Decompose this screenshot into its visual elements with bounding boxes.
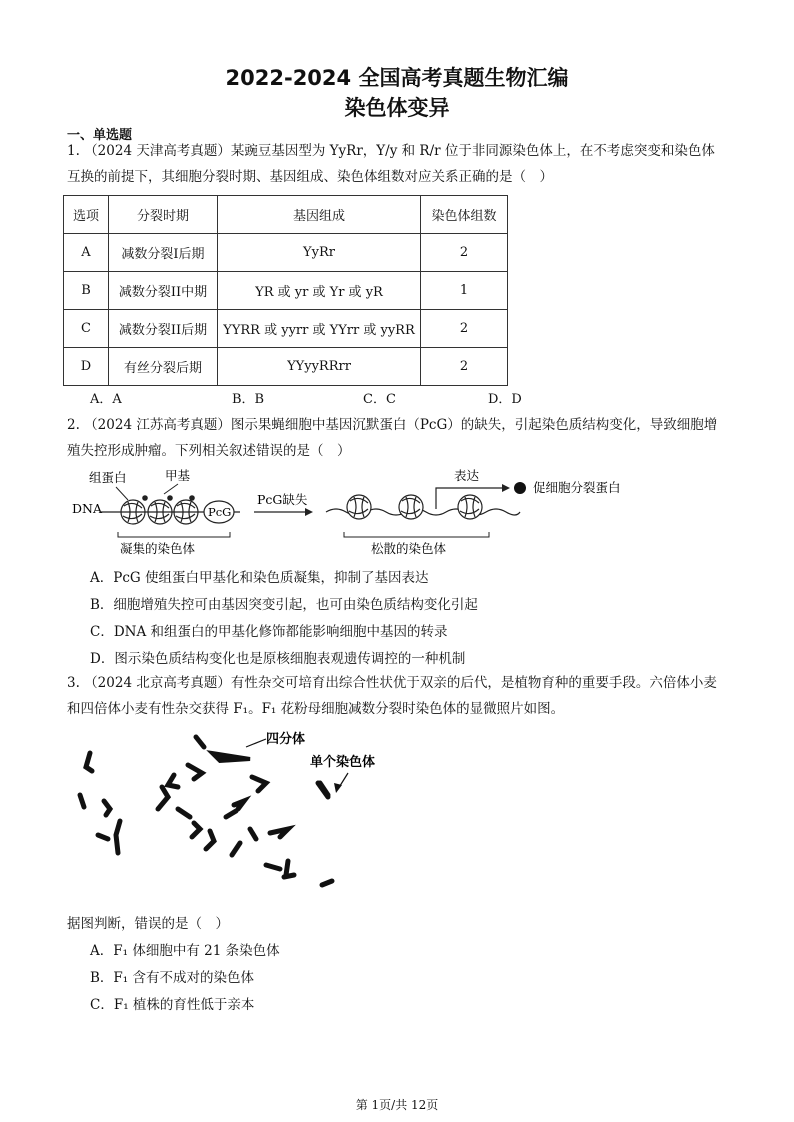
table-cell: YyRr xyxy=(218,234,421,272)
nucleosome-icon xyxy=(174,496,198,524)
table-cell: YYRR 或 yyrr 或 YYrr 或 yyRR xyxy=(218,310,421,348)
table-cell: B xyxy=(64,272,109,310)
nucleosome-icon xyxy=(121,496,147,524)
table-header: 染色体组数 xyxy=(421,196,508,234)
page-title: 2022-2024 全国高考真题生物汇编 xyxy=(225,66,569,90)
table-cell: 2 xyxy=(421,310,508,348)
page-subtitle: 染色体变异 xyxy=(344,96,450,120)
question-1-text: 1. （2024 天津高考真题）某豌豆基因型为 YyRr，Y/y 和 R/r 位于非同源染色体上，在不考虑突变和染色体互换的前提下，其细胞分裂时期、基因组成、染色体组数对应关系正确的是（ ） xyxy=(67,143,715,185)
table-header: 分裂时期 xyxy=(109,196,218,234)
table-row xyxy=(64,310,508,348)
table-cell: 2 xyxy=(421,348,508,386)
table-cell: YYyyRRrr xyxy=(218,348,421,386)
choice-a: A．A xyxy=(90,392,122,407)
protein-dot-icon xyxy=(514,482,526,494)
nucleosome-icon xyxy=(458,495,482,519)
chromatin-diagram xyxy=(0,460,794,565)
question-1-table xyxy=(63,195,508,386)
question-2-option-a: A．PcG 使组蛋白甲基化和染色质凝集，抑制了基因表达 xyxy=(90,570,429,586)
express-label: 表达 xyxy=(454,468,480,483)
question-2-text: 2. （2024 江苏高考真题）图示果蝇细胞中基因沉默蛋白（PcG）的缺失，引起染色质结构变化，导致细胞增殖失控形成肿瘤。下列相关叙述错误的是（ ） xyxy=(67,417,718,459)
table-cell: 1 xyxy=(421,272,508,310)
nucleosome-icon xyxy=(399,495,423,519)
choice-b: B．B xyxy=(232,392,265,407)
table-cell: A xyxy=(64,234,109,272)
section-heading: 一、单选题 xyxy=(67,128,133,143)
choice-d: D．D xyxy=(488,392,522,407)
dna-label: DNA xyxy=(72,501,102,516)
arrow-right-icon xyxy=(305,508,313,516)
table-cell: D xyxy=(64,348,109,386)
condensed-label: 凝集的染色体 xyxy=(120,541,196,556)
pcg-label: PcG xyxy=(208,505,232,519)
page-footer: 第 1页/共 12页 xyxy=(355,1098,439,1112)
table-header: 选项 xyxy=(64,196,109,234)
question-3-prompt: 据图判断，错误的是（ ） xyxy=(67,916,229,932)
choice-c: C．C xyxy=(363,392,396,407)
table-row xyxy=(64,272,508,310)
question-3-option-a: A．F₁ 体细胞中有 21 条染色体 xyxy=(90,943,280,959)
table-row xyxy=(64,234,508,272)
question-2-option-d: D．图示染色质结构变化也是原核细胞表观遗传调控的一种机制 xyxy=(90,651,466,667)
table-cell: 减数分裂II中期 xyxy=(109,272,218,310)
question-2-option-c: C．DNA 和组蛋白的甲基化修饰都能影响细胞中基因的转录 xyxy=(90,624,448,640)
nucleosome-icon xyxy=(347,495,371,519)
table-cell: 2 xyxy=(421,234,508,272)
question-3-option-c: C．F₁ 植株的育性低于亲本 xyxy=(90,997,255,1013)
methyl-label: 甲基 xyxy=(165,468,191,483)
table-row xyxy=(64,348,508,386)
protein-label: 促细胞分裂蛋白 xyxy=(533,480,621,495)
table-header: 基因组成 xyxy=(218,196,421,234)
table-header-row xyxy=(64,196,508,234)
table-cell: 减数分裂II后期 xyxy=(109,310,218,348)
table-cell: C xyxy=(64,310,109,348)
table-cell: 减数分裂I后期 xyxy=(109,234,218,272)
question-3-option-b: B．F₁ 含有不成对的染色体 xyxy=(90,970,254,986)
loose-label: 松散的染色体 xyxy=(371,541,447,556)
chromosome-micrograph xyxy=(0,725,794,905)
single-chromosome-label: 单个染色体 xyxy=(310,755,376,770)
table-cell: YR 或 yr 或 Yr 或 yR xyxy=(218,272,421,310)
arrow-right-icon xyxy=(502,484,510,492)
tetrad-label: 四分体 xyxy=(266,732,306,747)
question-3-text: 3. （2024 北京高考真题）有性杂交可培育出综合性状优于双亲的后代，是植物育种的重要手段。六倍体小麦和四倍体小麦有性杂交获得 F₁。F₁ 花粉母细胞减数分裂时染色体的显微照片如图。 xyxy=(67,675,717,717)
table-cell: 有丝分裂后期 xyxy=(109,348,218,386)
histone-label: 组蛋白 xyxy=(89,470,127,485)
pcg-loss-label: PcG缺失 xyxy=(257,492,308,507)
nucleosome-icon xyxy=(148,496,172,524)
question-2-option-b: B．细胞增殖失控可由基因突变引起，也可由染色质结构变化引起 xyxy=(90,597,478,613)
